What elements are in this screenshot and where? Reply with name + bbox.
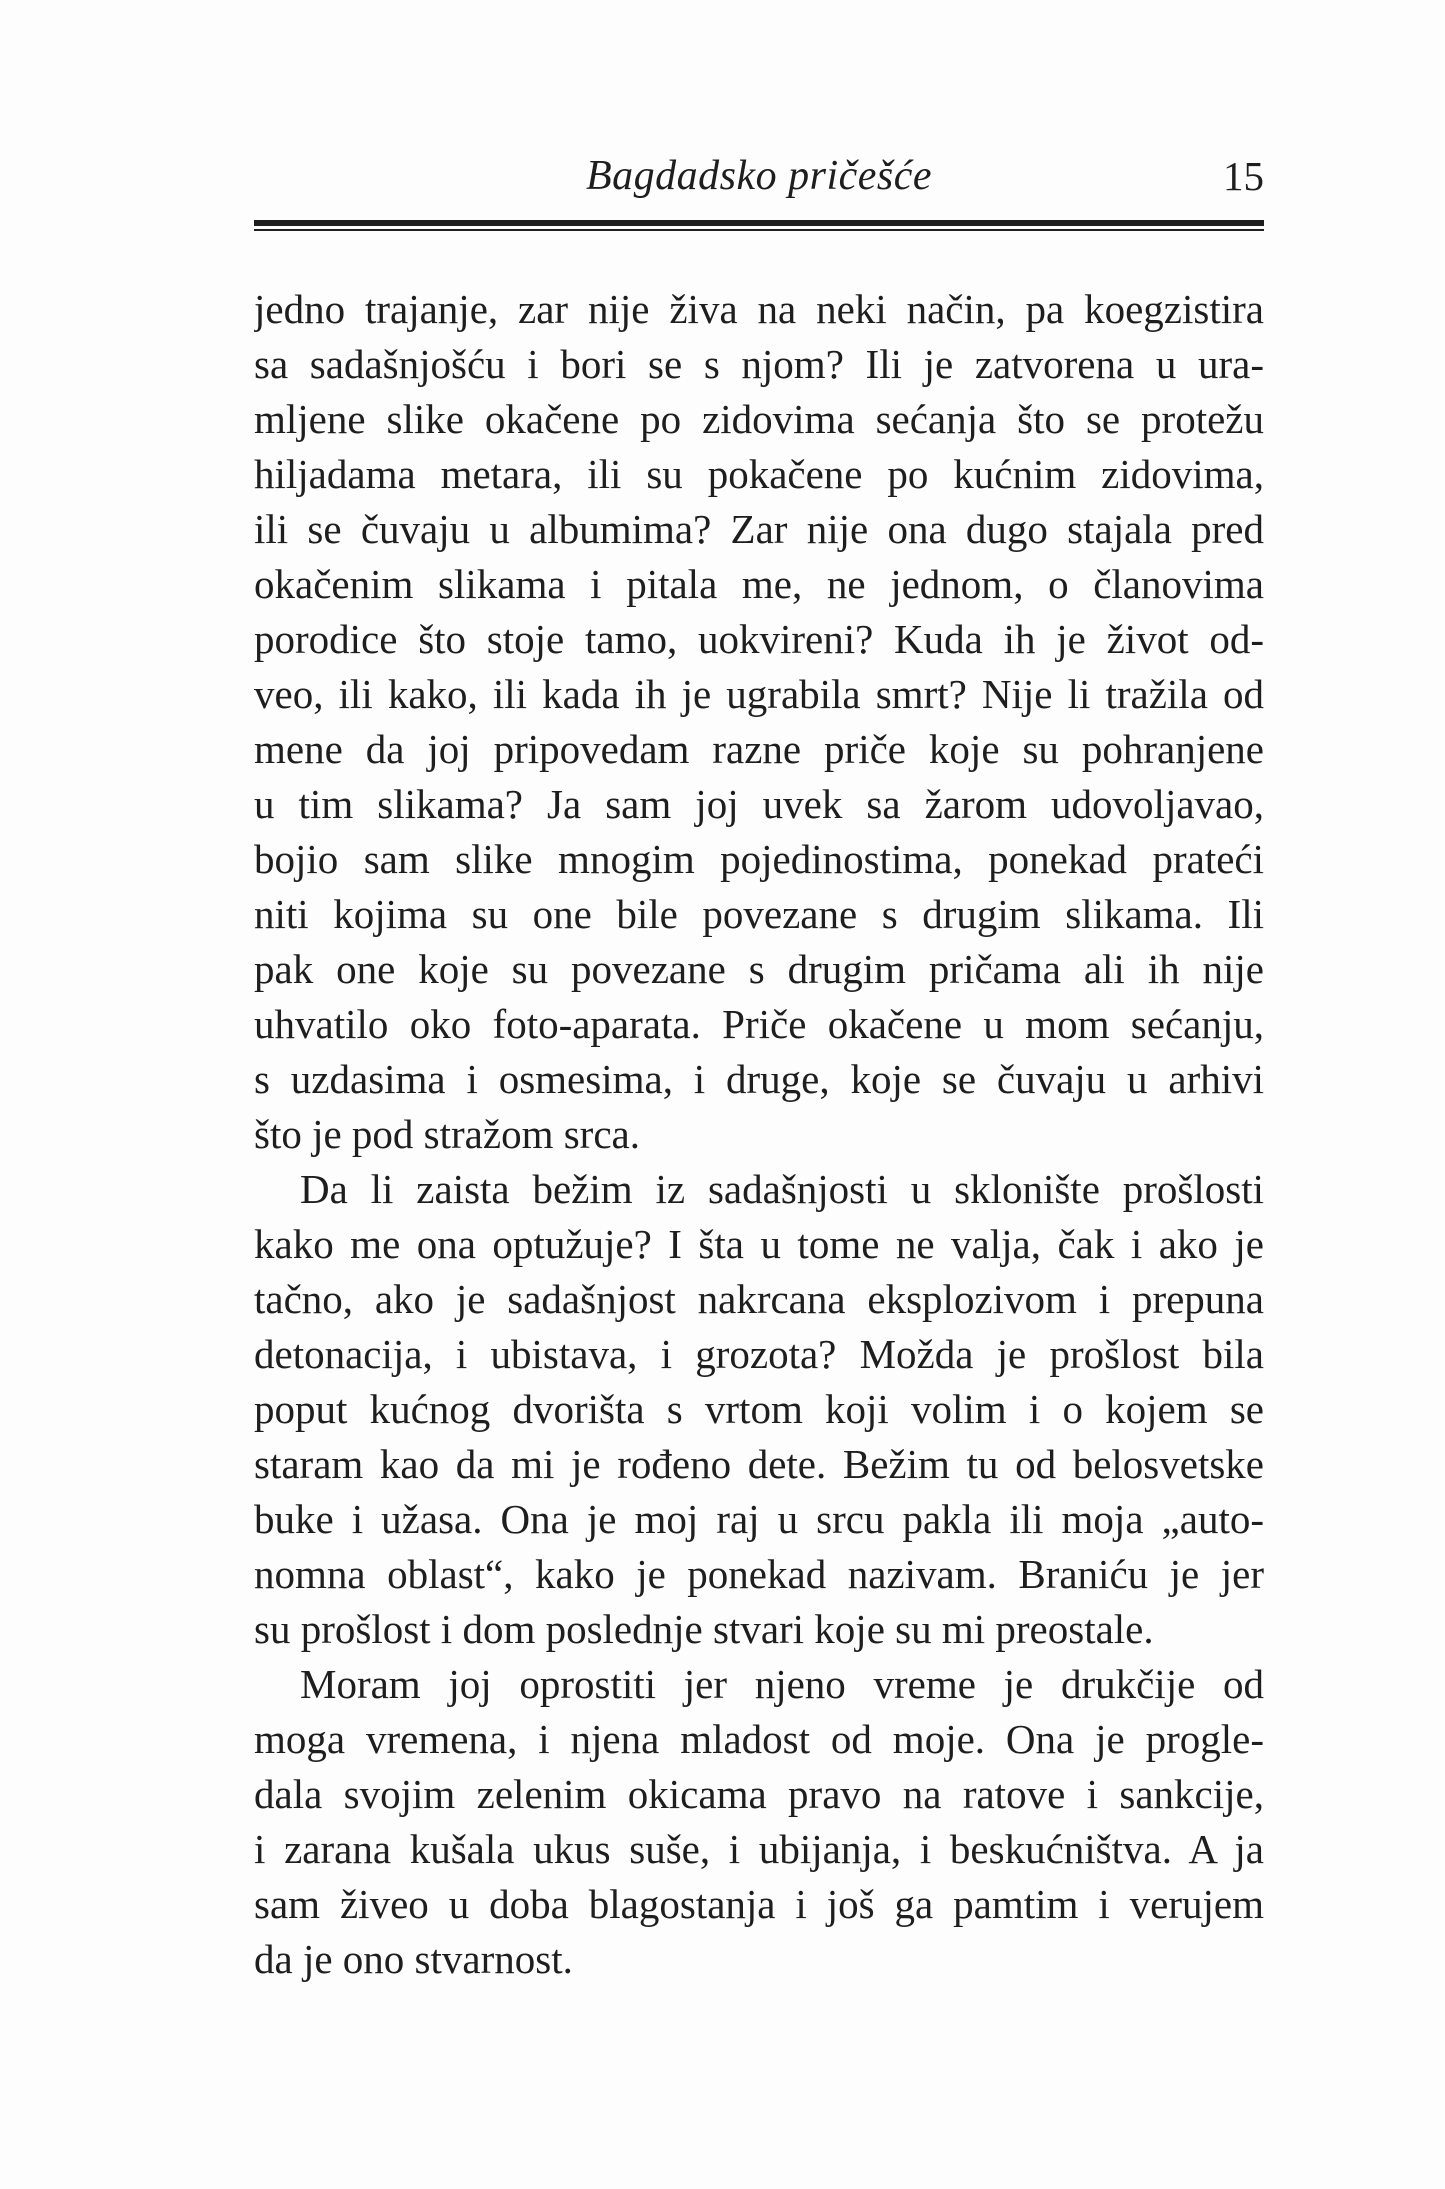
header-rule — [254, 220, 1264, 231]
text-line: kako me ona optužuje? I šta u tome ne valja, čak i ako je — [254, 1221, 1264, 1267]
text-line: niti kojima su one bile povezane s drugim slikama. Ili — [254, 891, 1264, 937]
text-line: tačno, ako je sadašnjost nakrcana eksplozivom i prepuna — [254, 1276, 1264, 1322]
body-text — [254, 282, 1264, 1987]
text-line: Da li zaista bežim iz sadašnjosti u sklonište prošlosti — [300, 1166, 1264, 1212]
text-line: okačenim slikama i pitala me, ne jednom, o članovima — [254, 561, 1264, 607]
text-line: sa sadašnjošću i bori se s njom? Ili je zatvorena u ura- — [254, 341, 1264, 387]
text-line: poput kućnog dvorišta s vrtom koji volim i o kojem se — [254, 1386, 1264, 1432]
text-line: veo, ili kako, ili kada ih je ugrabila smrt? Nije li tražila od — [254, 671, 1264, 717]
text-line: nomna oblast“, kako je ponekad nazivam. Braniću je jer — [254, 1551, 1264, 1597]
text-line: s uzdasima i osmesima, i druge, koje se čuvaju u arhivi — [254, 1056, 1264, 1102]
text-line: ili se čuvaju u albumima? Zar nije ona dugo stajala pred — [254, 506, 1264, 552]
text-line: mljene slike okačene po zidovima sećanja što se protežu — [254, 396, 1264, 442]
text-line: sam živeo u doba blagostanja i još ga pamtim i verujem — [254, 1881, 1264, 1927]
text-line: Moram joj oprostiti jer njeno vreme je drukčije od — [300, 1661, 1264, 1707]
text-line: u tim slikama? Ja sam joj uvek sa žarom udovoljavao, — [254, 781, 1264, 827]
page-number: 15 — [1223, 153, 1264, 199]
text-line: da je ono stvarnost. — [254, 1936, 573, 1982]
running-title: Bagdadsko pričešće — [585, 153, 933, 199]
text-line: jedno trajanje, zar nije živa na neki način, pa koegzistira — [254, 286, 1264, 332]
text-line: porodice što stoje tamo, uokvireni? Kuda ih je život od- — [254, 616, 1264, 662]
text-line: detonacija, i ubistava, i grozota? Možda je prošlost bila — [254, 1331, 1264, 1377]
text-line: su prošlost i dom poslednje stvari koje su mi preostale. — [254, 1606, 1154, 1652]
text-line: bojio sam slike mnogim pojedinostima, ponekad prateći — [254, 836, 1264, 882]
text-line: staram kao da mi je rođeno dete. Bežim tu od belosvetske — [254, 1441, 1264, 1487]
text-line: i zarana kušala ukus suše, i ubijanja, i beskućništva. A ja — [254, 1826, 1264, 1872]
text-line: buke i užasa. Ona je moj raj u srcu pakla ili moja „auto- — [254, 1496, 1264, 1542]
text-line: što je pod stražom srca. — [254, 1111, 640, 1157]
text-line: pak one koje su povezane s drugim pričama ali ih nije — [254, 946, 1264, 992]
text-line: hiljadama metara, ili su pokačene po kućnim zidovima, — [254, 451, 1264, 497]
text-line: dala svojim zelenim okicama pravo na ratove i sankcije, — [254, 1771, 1264, 1817]
text-line: moga vremena, i njena mladost od moje. Ona je progle- — [254, 1716, 1264, 1762]
text-line: mene da joj pripovedam razne priče koje su pohranjene — [254, 726, 1264, 772]
running-head — [254, 150, 1264, 202]
text-line: uhvatilo oko foto-aparata. Priče okačene u mom sećanju, — [254, 1001, 1264, 1047]
